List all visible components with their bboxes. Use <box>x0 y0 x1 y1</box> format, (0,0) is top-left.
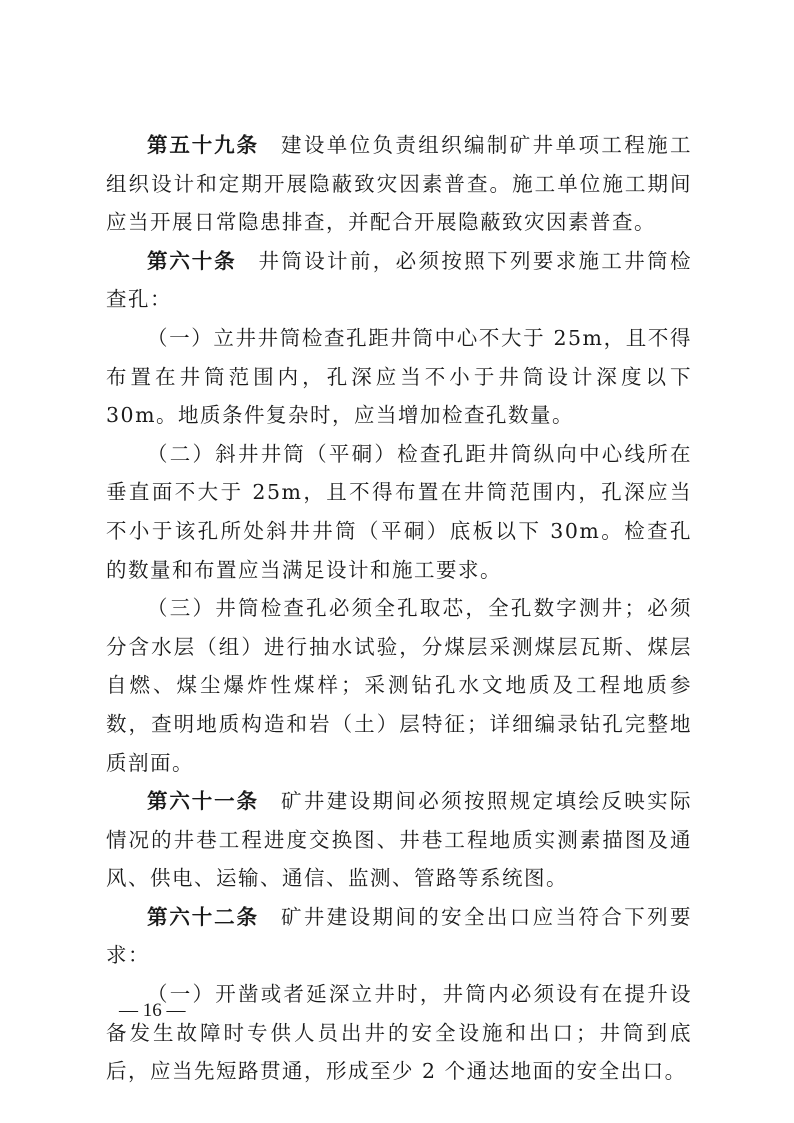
article-number: 第五十九条 <box>147 133 259 157</box>
article-number: 第六十一条 <box>147 789 259 814</box>
document-body <box>106 126 692 1091</box>
article-number: 第六十二条 <box>147 904 259 929</box>
clause-text: （一）立井井筒检查孔距井筒中心不大于 25m，且不得布置在井筒范围内，孔深应当不小于井筒设计深度以下 30m。地质条件复杂时，应当增加检查孔数量。 <box>106 325 692 428</box>
clause-text: （一）开凿或者延深立井时，井筒内必须设有在提升设备发生故障时专供人员出井的安全设施和出口；井筒到底后，应当先短路贯通，形成至少 2 个通达地面的安全出口。 <box>106 982 692 1084</box>
article-text: 矿井建设期间必须按照规定填绘反映实际情况的井巷工程进度交换图、井巷工程地质实测素描图及通风、供电、运输、通信、监测、管路等系统图。 <box>106 789 693 891</box>
article-paragraph <box>106 898 692 975</box>
page-number: — 16 — <box>119 1000 186 1021</box>
article-text: 井筒设计前，必须按照下列要求施工井筒检查孔： <box>106 248 693 312</box>
clause-paragraph <box>106 435 692 589</box>
article-paragraph <box>106 242 692 319</box>
article-number: 第六十条 <box>147 248 237 273</box>
clause-paragraph <box>106 589 692 782</box>
article-paragraph <box>106 126 692 242</box>
article-text: 矿井建设期间的安全出口应当符合下列要求： <box>106 904 693 968</box>
clause-text: （三）井筒检查孔必须全孔取芯，全孔数字测井；必须分含水层（组）进行抽水试验，分煤层采测煤层瓦斯、煤层自燃、煤尘爆炸性煤样；采测钻孔水文地质及工程地质参数，查明地质构造和岩（土）层特征；详细编录钻孔完整地质剖面。 <box>106 596 692 775</box>
clause-paragraph <box>106 975 692 1091</box>
clause-text: （二）斜井井筒（平硐）检查孔距井筒纵向中心线所在垂直面不大于 25m，且不得布置在井筒范围内，孔深应当不小于该孔所处斜井井筒（平硐）底板以下 30m。检查孔的数量和布置应当满足设计和施工要求。 <box>106 441 692 582</box>
clause-paragraph <box>106 319 692 435</box>
article-text: 建设单位负责组织编制矿井单项工程施工组织设计和定期开展隐蔽致灾因素普查。施工单位施工期间应当开展日常隐患排查，并配合开展隐蔽致灾因素普查。 <box>106 133 693 235</box>
article-paragraph <box>106 782 692 898</box>
